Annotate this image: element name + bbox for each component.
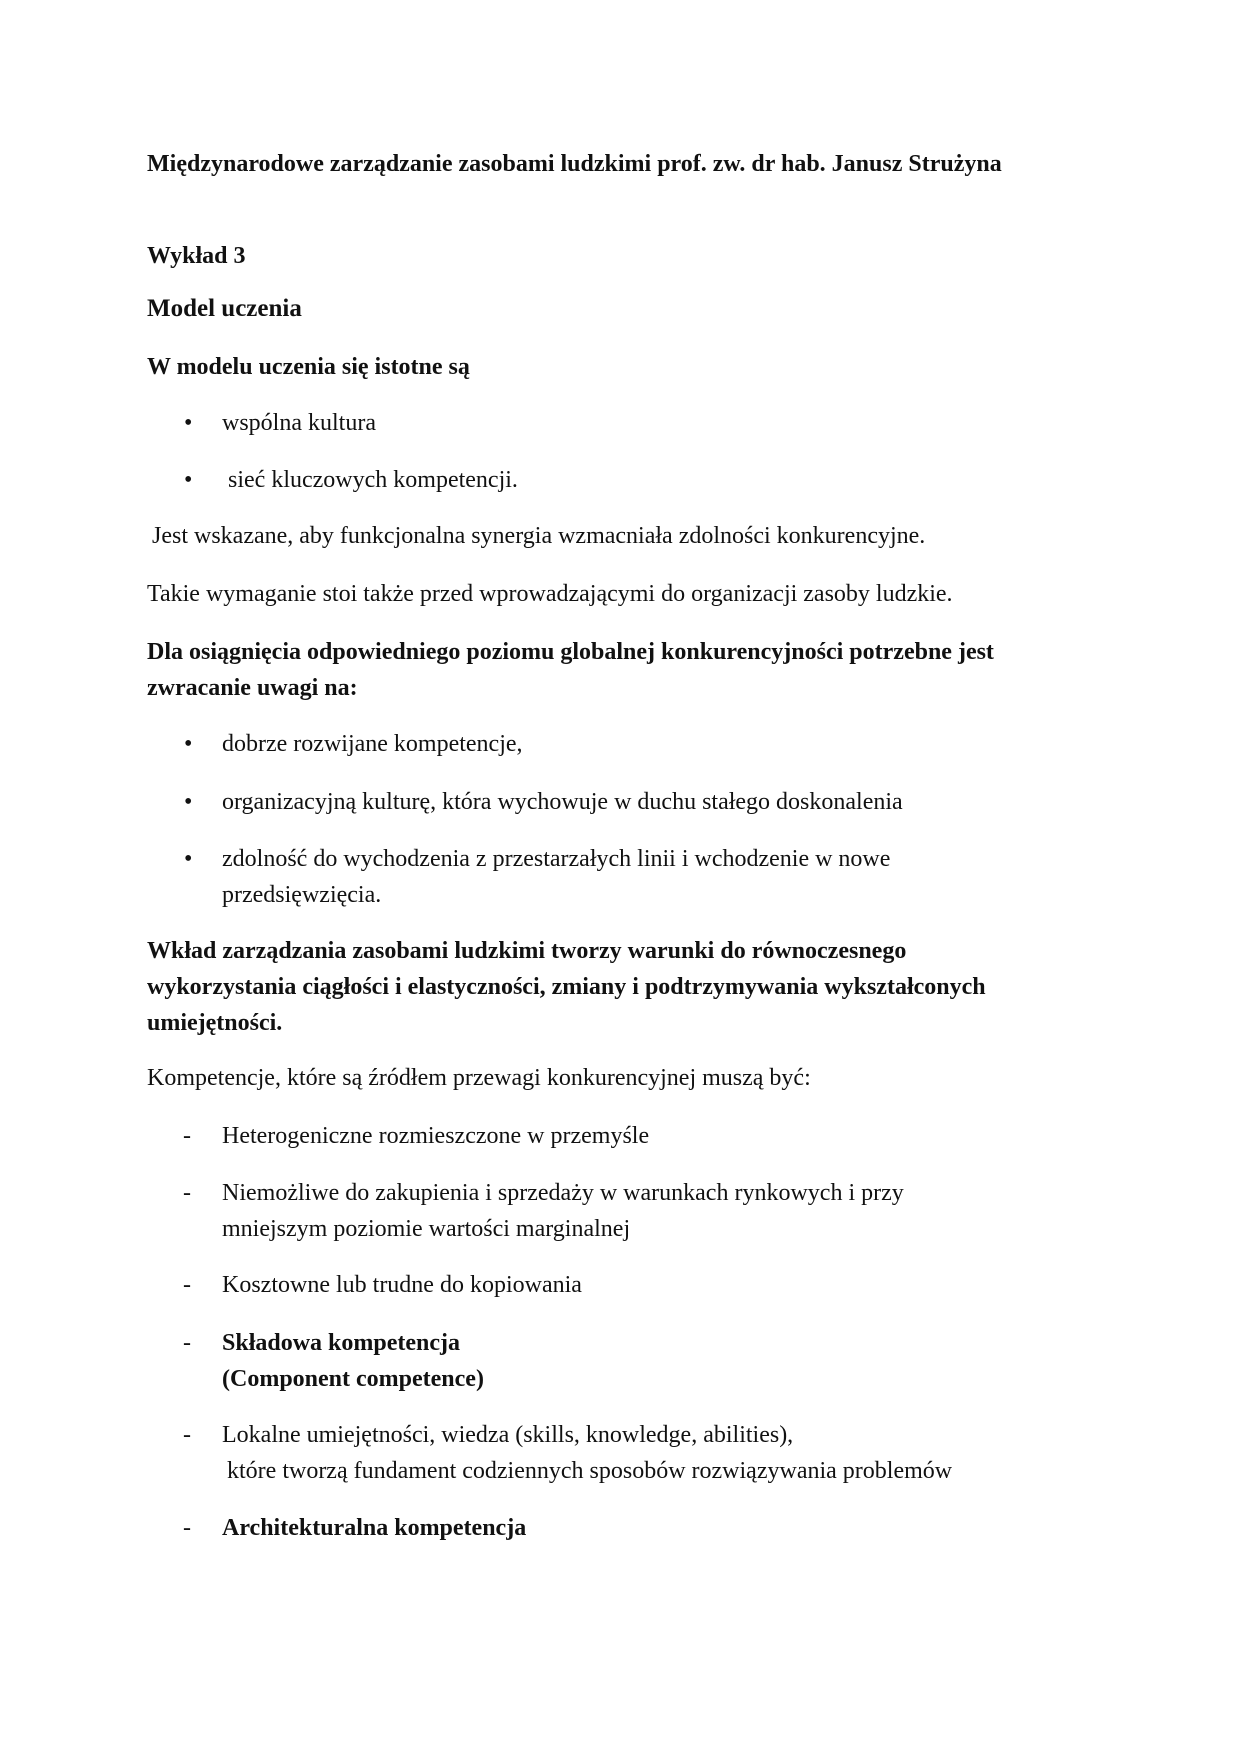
dash-marker: - [183, 1422, 191, 1448]
list-item: zdolność do wychodzenia z przestarzałych linii i wchodzenie w nowe przedsięwzięcia. [222, 846, 891, 908]
list-item-continuation: które tworzą fundament codziennych sposobów rozwiązywania problemów [227, 1458, 953, 1484]
lecture-number: Wykład 3 [147, 243, 246, 269]
dash-marker: - [183, 1123, 191, 1149]
list-item-continuation: (Component competence) [222, 1366, 484, 1392]
hrm-contribution-heading: Wkład zarządzania zasobami ludzkimi tworzy warunki do równoczesnego wykorzystania ciągłości i elastyczności, zmiany i podtrzymywania wykształconych umiejętności. [147, 938, 986, 1036]
learning-model-heading: W modelu uczenia się istotne są [147, 354, 470, 380]
section-heading: Model uczenia [147, 295, 302, 322]
paragraph: Jest wskazane, aby funkcjonalna synergia wzmacniała zdolności konkurencyjne. [152, 523, 926, 549]
global-competitiveness-heading: Dla osiągnięcia odpowiedniego poziomu globalnej konkurencyjności potrzebne jest zwracanie uwagi na: [147, 639, 994, 701]
list-item: Lokalne umiejętności, wiedza (skills, knowledge, abilities), [222, 1422, 794, 1448]
bullet-marker: • [184, 789, 193, 815]
list-item: Składowa kompetencja [222, 1330, 461, 1356]
bullet-marker: • [184, 467, 193, 493]
bullet-marker: • [184, 846, 193, 872]
paragraph: Kompetencje, które są źródłem przewagi konkurencyjnej muszą być: [147, 1065, 811, 1091]
paragraph: Takie wymaganie stoi także przed wprowadzającymi do organizacji zasoby ludzkie. [147, 581, 953, 607]
list-item: dobrze rozwijane kompetencje, [222, 731, 523, 757]
list-item: Kosztowne lub trudne do kopiowania [222, 1272, 582, 1298]
list-item: Architekturalna kompetencja [222, 1515, 527, 1541]
list-item: organizacyjną kulturę, która wychowuje w duchu stałego doskonalenia [222, 789, 903, 815]
dash-marker: - [183, 1180, 191, 1206]
list-item: Niemożliwe do zakupienia i sprzedaży w warunkach rynkowych i przy mniejszym poziomie wartości marginalnej [222, 1180, 904, 1242]
list-item: wspólna kultura [222, 410, 376, 436]
list-item: Heterogeniczne rozmieszczone w przemyśle [222, 1123, 650, 1149]
dash-marker: - [183, 1272, 191, 1298]
document-title: Międzynarodowe zarządzanie zasobami ludzkimi prof. zw. dr hab. Janusz Strużyna [147, 151, 1002, 177]
bullet-marker: • [184, 731, 193, 757]
list-item: sieć kluczowych kompetencji. [228, 467, 518, 493]
bullet-marker: • [184, 410, 193, 436]
dash-marker: - [183, 1515, 191, 1541]
dash-marker: - [183, 1330, 191, 1356]
